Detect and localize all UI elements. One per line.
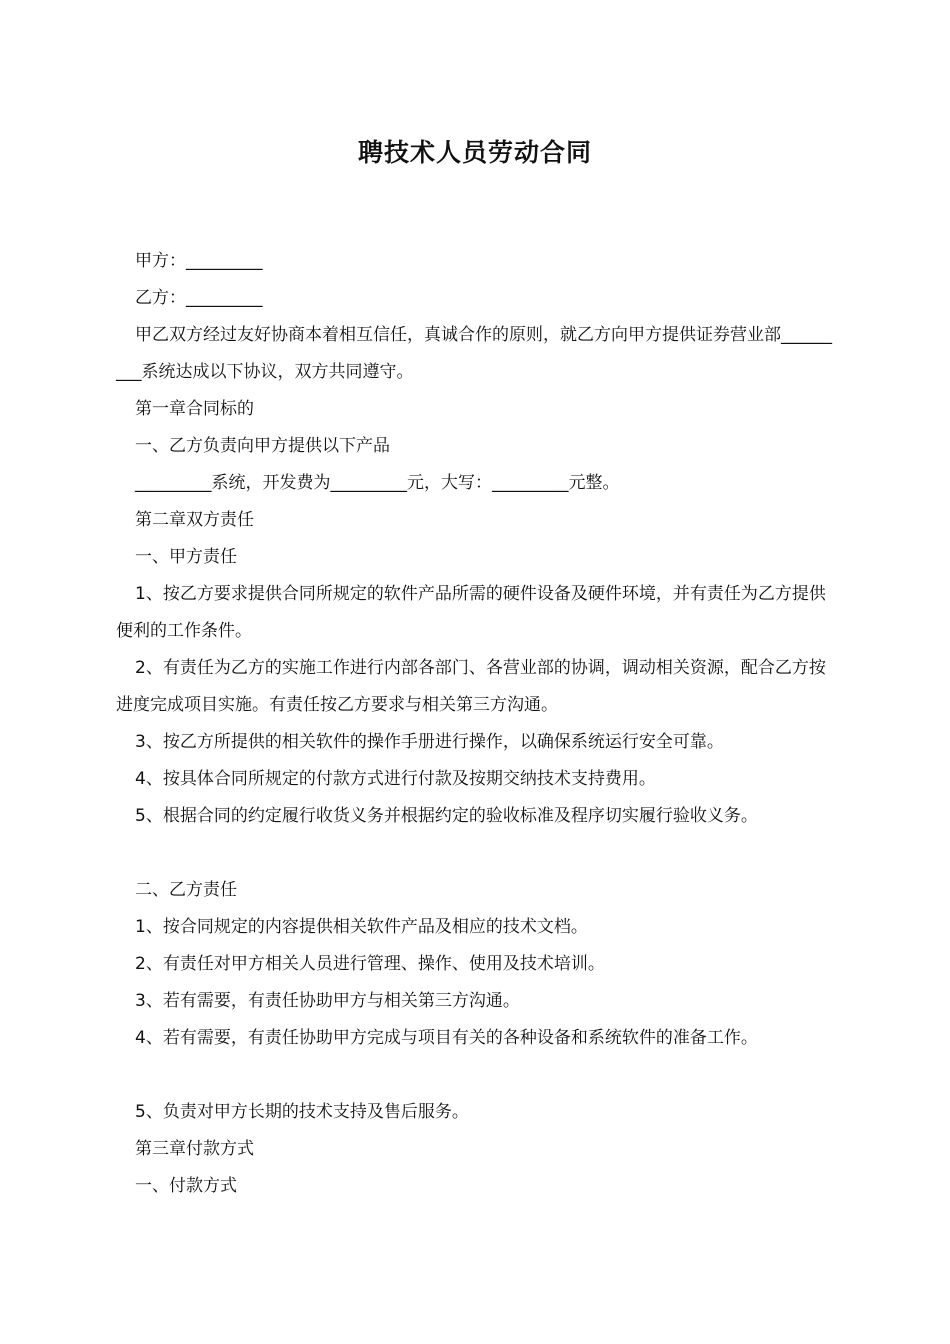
section-heading: 一、付款方式 <box>135 1176 237 1196</box>
clause-item: 3、若有需要，有责任协助甲方与相关第三方沟通。 <box>135 991 520 1011</box>
paragraph-gap <box>116 1057 836 1094</box>
clause-item: 5、根据合同的约定履行收货义务并根据约定的验收标准及程序切实履行验收义务。 <box>135 806 758 826</box>
clause-item: 5、负责对甲方长期的技术支持及售后服务。 <box>135 1102 469 1122</box>
section-heading: 一、甲方责任 <box>135 547 237 567</box>
clause-item: 4、若有需要，有责任协助甲方完成与项目有关的各种设备和系统软件的准备工作。 <box>135 1028 758 1048</box>
clause-item: 3、按乙方所提供的相关软件的操作手册进行操作，以确保系统运行安全可靠。 <box>135 732 724 752</box>
clause-item: 2、有责任对甲方相关人员进行管理、操作、使用及技术培训。 <box>135 954 605 974</box>
clause-item: 1、按合同规定的内容提供相关软件产品及相应的技术文档。 <box>135 917 588 937</box>
clause-item: 4、按具体合同所规定的付款方式进行付款及按期交纳技术支持费用。 <box>135 769 656 789</box>
product-fee-line: _________系统，开发费为_________元，大写：_________元整。 <box>135 473 620 493</box>
intro-paragraph: 甲乙双方经过友好协商本着相互信任，真诚合作的原则，就乙方向甲方提供证券营业部_________系统达成以下协议，双方共同遵守。 <box>116 325 832 382</box>
paragraph-gap <box>116 835 836 872</box>
chapter-heading: 第二章双方责任 <box>135 510 254 530</box>
section-heading: 二、乙方责任 <box>135 880 237 900</box>
document-title: 聘技术人员劳动合同 <box>357 138 592 167</box>
chapter-heading: 第三章付款方式 <box>135 1139 254 1159</box>
party-a-line: 甲方：_________ <box>135 251 263 271</box>
section-heading: 一、乙方负责向甲方提供以下产品 <box>135 436 390 456</box>
clause-item: 1、按乙方要求提供合同所规定的软件产品所需的硬件设备及硬件环境，并有责任为乙方提供便利的工作条件。 <box>116 584 826 641</box>
party-b-line: 乙方：_________ <box>135 288 263 308</box>
document-body <box>116 243 836 1205</box>
clause-item: 2、有责任为乙方的实施工作进行内部各部门、各营业部的协调，调动相关资源，配合乙方按进度完成项目实施。有责任按乙方要求与相关第三方沟通。 <box>116 658 826 715</box>
chapter-heading: 第一章合同标的 <box>135 399 254 419</box>
